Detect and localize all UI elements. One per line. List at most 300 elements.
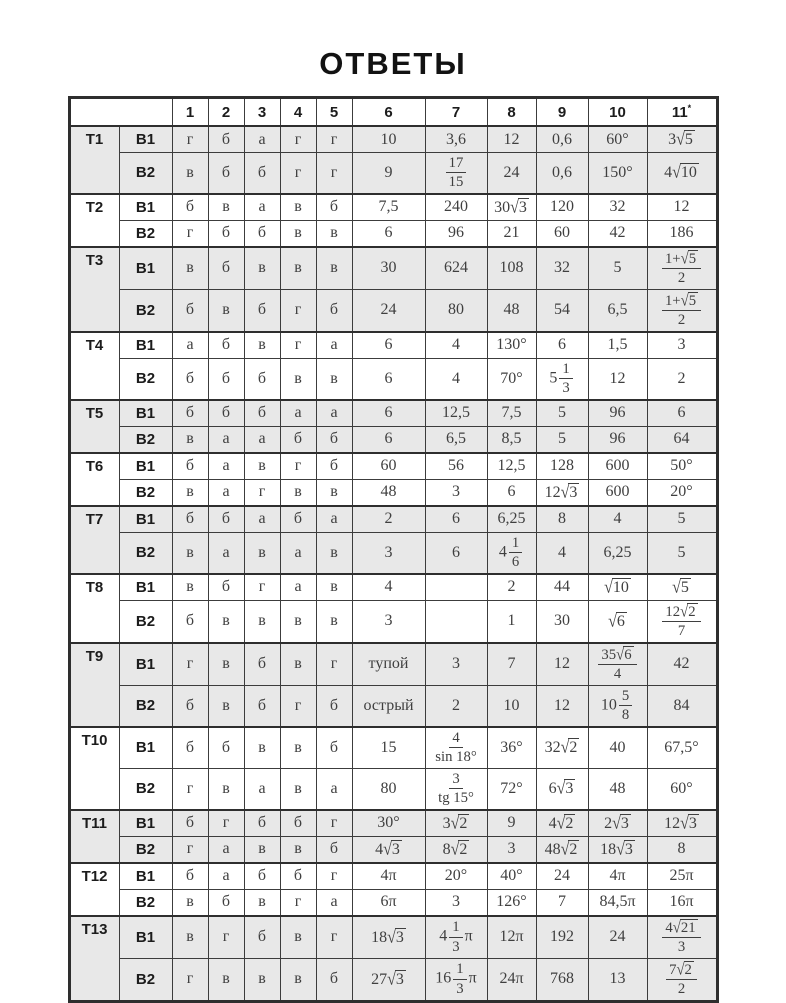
answer-cell: в — [172, 153, 208, 194]
answer-cell: 27√3 — [352, 958, 425, 1001]
variant-label: В1 — [119, 453, 172, 480]
answer-cell: г — [280, 153, 316, 194]
answer-cell: в — [244, 332, 280, 359]
answer-cell: 40 — [588, 727, 647, 768]
answer-cell — [425, 768, 487, 809]
answer-cell: 126° — [487, 889, 536, 916]
sqrt-radical: √2 — [560, 839, 578, 859]
answers-table-body — [69, 126, 717, 1001]
answer-cell: б — [208, 247, 244, 289]
answer-cell: г — [172, 126, 208, 153]
answer-cell: 4 $\frac{1}{6}$ — [487, 532, 536, 573]
answer-cell: 96 — [425, 220, 487, 247]
answer-cell: 3 — [352, 600, 425, 642]
answer-cell: 3√2 — [425, 810, 487, 837]
sqrt-radical: √2 — [680, 602, 696, 621]
test-group-label: Т8 — [69, 574, 119, 643]
answer-cell: 84,5π — [588, 889, 647, 916]
sqrt-radical: √5 — [676, 129, 693, 149]
fraction: $\frac{4}{\sin 18^\circ}$ — [435, 729, 477, 766]
sqrt-radical: √10 — [672, 163, 697, 183]
column-header: 5 — [316, 98, 352, 127]
answer-cell: г — [280, 126, 316, 153]
variant-label: В1 — [119, 506, 172, 533]
answer-cell: б — [316, 453, 352, 480]
table-row — [69, 958, 717, 1001]
table-row — [69, 289, 717, 331]
answer-cell: 2 — [352, 506, 425, 533]
answer-cell: 192 — [536, 916, 588, 958]
answer-cell: 8,5 — [487, 426, 536, 453]
answer-cell — [647, 247, 717, 289]
answer-cell: г — [172, 836, 208, 863]
table-row — [69, 600, 717, 642]
table-row — [69, 153, 717, 194]
column-header: 3 — [244, 98, 280, 127]
sqrt-radical: √21 — [672, 918, 696, 937]
answer-cell: б — [172, 506, 208, 533]
answer-cell: г — [172, 220, 208, 247]
answer-cell: в — [244, 247, 280, 289]
table-row — [69, 685, 717, 726]
answer-cell: а — [208, 479, 244, 506]
answer-cell: 6,25 — [487, 506, 536, 533]
answer-cell: б — [208, 400, 244, 427]
answer-cell: 44 — [536, 574, 588, 601]
answer-cell: 3,6 — [425, 126, 487, 153]
sqrt-radical: √10 — [604, 577, 629, 597]
corner-cell — [69, 98, 172, 127]
answer-cell: б — [244, 916, 280, 958]
answer-cell: 30 — [352, 247, 425, 289]
answer-cell: 4√2 — [536, 810, 588, 837]
answer-cell: в — [172, 479, 208, 506]
sqrt-radical: √3 — [556, 779, 574, 799]
answer-cell: 12,5 — [487, 453, 536, 480]
column-header: 2 — [208, 98, 244, 127]
answer-cell: в — [316, 532, 352, 573]
answer-cell: а — [316, 889, 352, 916]
test-group-label: Т3 — [69, 247, 119, 332]
variant-label: В1 — [119, 247, 172, 289]
answer-cell: в — [316, 358, 352, 399]
table-row — [69, 727, 717, 768]
answer-cell: 4 $\frac{1}{3}$ π — [425, 916, 487, 958]
answer-cell: а — [208, 426, 244, 453]
fraction: $\frac{17}{15}$ — [446, 155, 467, 191]
answer-cell: б — [208, 574, 244, 601]
answer-cell: г — [280, 332, 316, 359]
answer-cell: б — [172, 863, 208, 890]
answer-cell: 5 — [588, 247, 647, 289]
sqrt-radical: √2 — [676, 960, 692, 979]
sqrt-radical: √3 — [387, 969, 404, 989]
answer-cell — [647, 958, 717, 1001]
answer-cell: в — [244, 600, 280, 642]
answer-cell: 3 — [647, 332, 717, 359]
answer-cell — [647, 916, 717, 958]
answer-cell: 6 — [352, 220, 425, 247]
answer-cell: б — [316, 727, 352, 768]
answer-cell: 6,25 — [588, 532, 647, 573]
test-group-label: Т12 — [69, 863, 119, 916]
answer-cell: 6π — [352, 889, 425, 916]
answer-cell: б — [244, 358, 280, 399]
answer-cell: б — [280, 426, 316, 453]
answer-cell: 108 — [487, 247, 536, 289]
answer-cell: а — [316, 400, 352, 427]
answer-cell: 600 — [588, 453, 647, 480]
answer-cell: 13 — [588, 958, 647, 1001]
answer-cell: г — [244, 479, 280, 506]
answer-cell: в — [280, 194, 316, 221]
answer-cell: 7,5 — [352, 194, 425, 221]
sqrt-radical: √5 — [680, 291, 697, 310]
answer-cell: 3 — [425, 889, 487, 916]
sqrt-radical: √3 — [616, 839, 633, 859]
table-row — [69, 358, 717, 399]
fraction: $\frac{1+√5}{2}$ — [662, 292, 701, 329]
answer-cell: 5 — [536, 400, 588, 427]
table-row — [69, 836, 717, 863]
answer-cell: 7,5 — [487, 400, 536, 427]
sqrt-radical: √3 — [510, 197, 527, 217]
answer-cell: а — [244, 126, 280, 153]
variant-label: В1 — [119, 400, 172, 427]
answer-cell: 70° — [487, 358, 536, 399]
answer-cell: г — [208, 916, 244, 958]
answer-cell: б — [172, 358, 208, 399]
answer-cell: б — [172, 727, 208, 768]
answer-cell: в — [280, 220, 316, 247]
answer-cell: 54 — [536, 289, 588, 331]
sqrt-radical: √5 — [672, 577, 689, 597]
answer-cell: а — [208, 453, 244, 480]
answer-cell: 6 — [647, 400, 717, 427]
answer-cell: 6 — [352, 426, 425, 453]
answer-cell: 4 — [352, 574, 425, 601]
answer-cell: 48 — [487, 289, 536, 331]
answer-cell: 60 — [352, 453, 425, 480]
answer-cell: б — [208, 727, 244, 768]
column-header: 6 — [352, 98, 425, 127]
answer-cell: 4π — [588, 863, 647, 890]
answer-cell: в — [208, 194, 244, 221]
table-row — [69, 400, 717, 427]
column-header: 9 — [536, 98, 588, 127]
answer-cell: б — [172, 289, 208, 331]
answer-cell: 240 — [425, 194, 487, 221]
fraction: $\frac{12√2}{7}$ — [662, 603, 700, 640]
sqrt-radical: √2 — [450, 839, 468, 859]
answer-cell: б — [208, 358, 244, 399]
answer-cell: 9 — [352, 153, 425, 194]
answer-cell — [425, 727, 487, 768]
fraction: $\frac{5}{8}$ — [619, 688, 632, 724]
answer-cell: 6 — [425, 532, 487, 573]
answer-cell: 56 — [425, 453, 487, 480]
answer-cell: 20° — [647, 479, 717, 506]
answer-cell: в — [208, 643, 244, 685]
answer-cell: в — [172, 916, 208, 958]
test-group-label: Т5 — [69, 400, 119, 453]
column-header: 11* — [647, 98, 717, 127]
variant-label: В1 — [119, 916, 172, 958]
answer-cell: а — [280, 574, 316, 601]
test-group-label: Т4 — [69, 332, 119, 400]
answer-cell: 3 — [352, 532, 425, 573]
answer-cell: 12 — [536, 685, 588, 726]
variant-label: В2 — [119, 889, 172, 916]
answer-cell: г — [316, 643, 352, 685]
answer-cell: а — [208, 836, 244, 863]
answer-cell: 30 — [536, 600, 588, 642]
answer-cell: 9 — [487, 810, 536, 837]
answer-cell: а — [244, 426, 280, 453]
answer-cell: 12 — [536, 643, 588, 685]
answer-cell: 6 — [536, 332, 588, 359]
table-row — [69, 220, 717, 247]
answer-cell: а — [316, 506, 352, 533]
test-group-label: Т1 — [69, 126, 119, 194]
answer-cell: 96 — [588, 400, 647, 427]
answer-cell: б — [208, 126, 244, 153]
answer-cell: 24π — [487, 958, 536, 1001]
answer-cell: б — [208, 220, 244, 247]
variant-label: В2 — [119, 836, 172, 863]
column-header: 1 — [172, 98, 208, 127]
answer-cell: 120 — [536, 194, 588, 221]
answer-cell: а — [316, 768, 352, 809]
answer-cell: 6,5 — [588, 289, 647, 331]
answer-cell: б — [280, 863, 316, 890]
answer-cell: в — [280, 247, 316, 289]
answer-cell: 6√3 — [536, 768, 588, 809]
answer-cell: б — [244, 810, 280, 837]
answer-cell — [425, 574, 487, 601]
answer-cell: 12π — [487, 916, 536, 958]
sqrt-radical: √5 — [680, 249, 697, 268]
variant-label: В1 — [119, 194, 172, 221]
sqrt-radical: √6 — [616, 645, 632, 664]
test-group-label: Т7 — [69, 506, 119, 574]
answer-cell: 42 — [647, 643, 717, 685]
test-group-label: Т13 — [69, 916, 119, 1001]
answers-table — [68, 96, 719, 1003]
answer-cell — [647, 600, 717, 642]
answer-cell: г — [280, 685, 316, 726]
answer-cell: 25π — [647, 863, 717, 890]
answer-cell: 5 — [536, 426, 588, 453]
answer-cell: 6 — [352, 358, 425, 399]
fraction: $\frac{1}{3}$ — [449, 919, 462, 955]
fraction: $\frac{1}{3}$ — [453, 961, 466, 997]
variant-label: В2 — [119, 479, 172, 506]
answer-cell: 84 — [647, 685, 717, 726]
table-row — [69, 863, 717, 890]
answer-cell: б — [316, 836, 352, 863]
answer-cell: б — [316, 289, 352, 331]
answer-cell: 4 — [536, 532, 588, 573]
answer-cell: 0,6 — [536, 153, 588, 194]
answer-cell: б — [172, 400, 208, 427]
answer-cell: 20° — [425, 863, 487, 890]
answer-cell: г — [316, 126, 352, 153]
answer-cell: 3√5 — [647, 126, 717, 153]
answer-cell: г — [172, 768, 208, 809]
test-group-label: Т2 — [69, 194, 119, 247]
answer-cell: в — [280, 958, 316, 1001]
answer-cell: 130° — [487, 332, 536, 359]
answer-cell: 624 — [425, 247, 487, 289]
answer-cell: в — [280, 358, 316, 399]
answer-cell: 8√2 — [425, 836, 487, 863]
answer-cell: 2√3 — [588, 810, 647, 837]
test-group-label: Т9 — [69, 643, 119, 727]
answer-cell: 80 — [352, 768, 425, 809]
answer-cell — [588, 643, 647, 685]
answer-cell: 60° — [588, 126, 647, 153]
variant-label: В1 — [119, 332, 172, 359]
answer-cell: в — [316, 600, 352, 642]
answer-cell: 0,6 — [536, 126, 588, 153]
answer-cell: в — [316, 574, 352, 601]
answer-cell: 96 — [588, 426, 647, 453]
answer-cell: 2 — [487, 574, 536, 601]
answer-cell: 24 — [536, 863, 588, 890]
answer-cell: 10 — [352, 126, 425, 153]
answer-cell: а — [172, 332, 208, 359]
answer-cell: 72° — [487, 768, 536, 809]
answer-cell: в — [280, 643, 316, 685]
answer-cell: 150° — [588, 153, 647, 194]
answer-cell: в — [244, 889, 280, 916]
answer-cell: 67,5° — [647, 727, 717, 768]
answer-cell: б — [244, 400, 280, 427]
answer-cell: б — [172, 600, 208, 642]
answer-cell: б — [172, 685, 208, 726]
answer-cell: в — [316, 247, 352, 289]
answer-cell: 48√2 — [536, 836, 588, 863]
table-row — [69, 574, 717, 601]
answer-cell: 24 — [487, 153, 536, 194]
answer-cell: 10 $\frac{5}{8}$ — [588, 685, 647, 726]
answer-cell: б — [172, 194, 208, 221]
answer-cell: в — [172, 532, 208, 573]
answer-cell: 7 — [536, 889, 588, 916]
answer-cell: 4 — [425, 358, 487, 399]
answer-cell: 12 — [647, 194, 717, 221]
table-row — [69, 916, 717, 958]
answer-cell: б — [316, 426, 352, 453]
table-row — [69, 453, 717, 480]
answer-cell: г — [316, 153, 352, 194]
answer-cell: 16π — [647, 889, 717, 916]
answer-cell: г — [244, 574, 280, 601]
answer-cell: в — [280, 727, 316, 768]
answer-cell: 30° — [352, 810, 425, 837]
variant-label: В2 — [119, 532, 172, 573]
answer-cell: б — [244, 220, 280, 247]
sqrt-radical: √3 — [383, 839, 400, 859]
column-header: 10 — [588, 98, 647, 127]
variant-label: В2 — [119, 426, 172, 453]
answer-cell: в — [208, 685, 244, 726]
answer-cell: 4 — [588, 506, 647, 533]
answer-cell: 186 — [647, 220, 717, 247]
fraction: $\frac{3}{tg 15^\circ}$ — [438, 770, 474, 807]
answer-cell: 2 — [647, 358, 717, 399]
answer-cell: 4√3 — [352, 836, 425, 863]
answer-cell: 48 — [588, 768, 647, 809]
answer-cell: 12 — [588, 358, 647, 399]
answer-cell: 7 — [487, 643, 536, 685]
answer-cell: а — [208, 863, 244, 890]
answer-cell: в — [316, 220, 352, 247]
answer-cell: в — [172, 889, 208, 916]
answer-cell: 36° — [487, 727, 536, 768]
answer-cell: 3 — [487, 836, 536, 863]
answer-cell: б — [244, 863, 280, 890]
answer-cell: 6 — [425, 506, 487, 533]
sqrt-radical: √2 — [560, 738, 578, 758]
answer-cell: 600 — [588, 479, 647, 506]
test-group-label: Т6 — [69, 453, 119, 506]
column-header: 8 — [487, 98, 536, 127]
variant-label: В2 — [119, 768, 172, 809]
answer-cell: б — [172, 453, 208, 480]
answer-cell: б — [208, 506, 244, 533]
answer-cell: г — [280, 453, 316, 480]
answer-cell: г — [280, 889, 316, 916]
answer-cell: 32 — [588, 194, 647, 221]
answer-cell: в — [244, 836, 280, 863]
answer-cell: а — [244, 768, 280, 809]
answer-cell: б — [280, 810, 316, 837]
sqrt-radical: √3 — [612, 813, 629, 833]
table-row — [69, 506, 717, 533]
answer-cell: 21 — [487, 220, 536, 247]
answer-cell: 15 — [352, 727, 425, 768]
table-row — [69, 643, 717, 685]
answer-cell: 10 — [487, 685, 536, 726]
table-row — [69, 479, 717, 506]
answer-cell: 3 — [425, 479, 487, 506]
answer-cell: 24 — [588, 916, 647, 958]
test-group-label: Т11 — [69, 810, 119, 863]
answer-cell — [425, 600, 487, 642]
table-row — [69, 889, 717, 916]
answer-cell — [647, 289, 717, 331]
answer-cell: б — [244, 685, 280, 726]
sqrt-radical: √2 — [450, 813, 468, 833]
answer-cell: в — [172, 574, 208, 601]
answer-cell: 768 — [536, 958, 588, 1001]
answer-cell: 40° — [487, 863, 536, 890]
answer-cell: б — [316, 685, 352, 726]
variant-label: В2 — [119, 153, 172, 194]
answer-cell: в — [172, 247, 208, 289]
answer-cell: в — [172, 426, 208, 453]
answer-cell: в — [244, 727, 280, 768]
answer-cell: в — [208, 768, 244, 809]
answer-cell: 3 — [425, 643, 487, 685]
answer-cell — [647, 574, 717, 601]
answer-cell: а — [280, 532, 316, 573]
variant-label: В1 — [119, 643, 172, 685]
sqrt-radical: √3 — [387, 927, 404, 947]
answer-cell: г — [316, 863, 352, 890]
